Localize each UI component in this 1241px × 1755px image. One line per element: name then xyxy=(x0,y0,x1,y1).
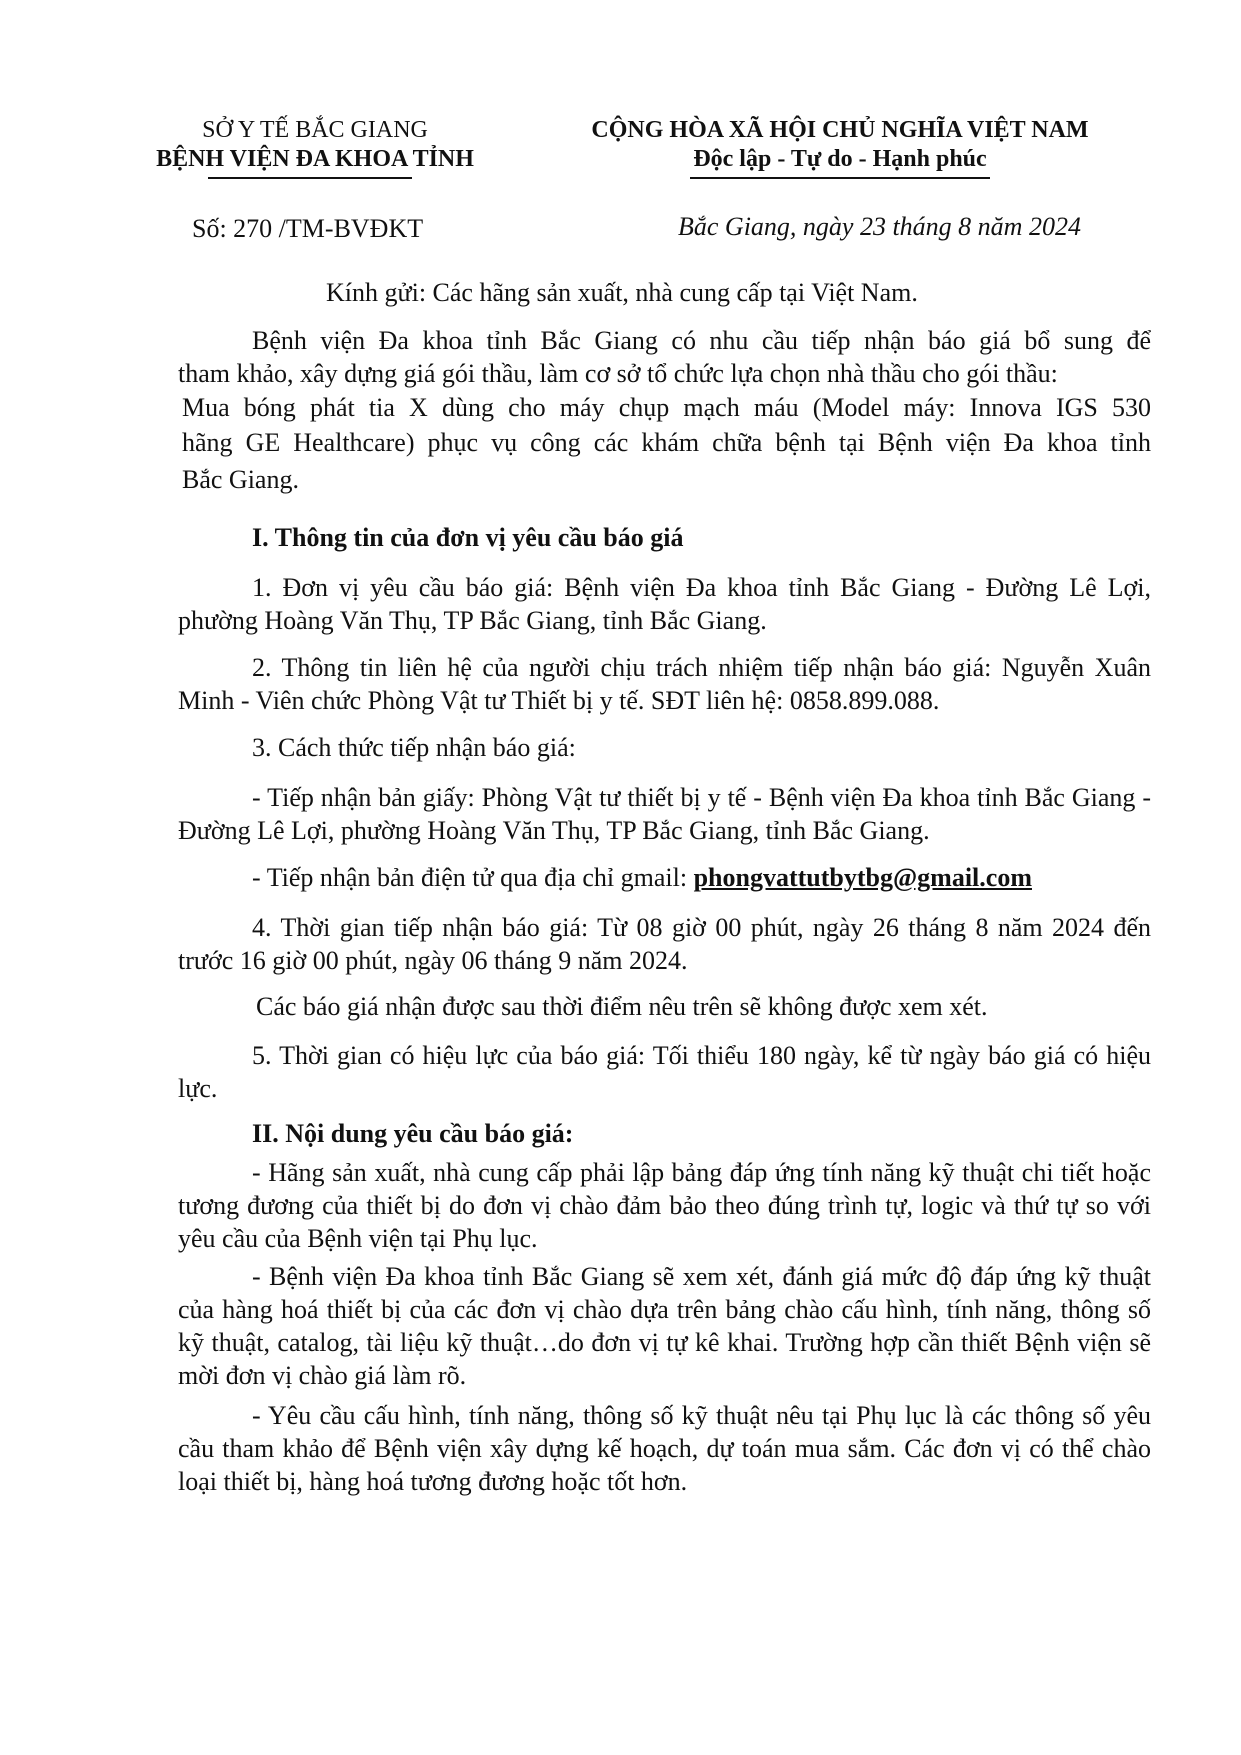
national-title: CỘNG HÒA XÃ HỘI CHỦ NGHĨA VIỆT NAM xyxy=(591,117,1089,143)
section-2-para-3: - Yêu cầu cấu hình, tính năng, thông số kỹ thuật nêu tại Phụ lục là các thông số yêu cầu tham khảo để Bệnh viện xây dựng kế hoạch, dự toán mua sắm. Các đơn vị có thể chào loại thiết bị, hàng hoá tương đương hoặc tốt hơn. xyxy=(178,1401,1151,1496)
motto-underline xyxy=(690,177,990,179)
section-1-item-3b xyxy=(178,861,1151,894)
intro-line-1: Bệnh viện Đa khoa tỉnh Bắc Giang có nhu cầu tiếp nhận báo giá bổ sung để xyxy=(252,326,1151,355)
hospital-underline xyxy=(208,177,412,179)
intro-line-2: tham khảo, xây dựng giá gói thầu, làm cơ sở tổ chức lựa chọn nhà thầu cho gói thầu: xyxy=(178,359,1058,388)
national-motto: Độc lập - Tự do - Hạnh phúc xyxy=(693,146,987,172)
hospital-name: BỆNH VIỆN ĐA KHOA TỈNH xyxy=(156,146,474,172)
section-2-para-1: - Hãng sản xuất, nhà cung cấp phải lập bảng đáp ứng tính năng kỹ thuật chi tiết hoặc tương đương của thiết bị do đơn vị chào đảm bảo theo đúng trình tự, logic và thứ tự so với yêu cầu của Bệnh viện tại Phụ lục. xyxy=(178,1158,1151,1253)
section-1-item-4: 4. Thời gian tiếp nhận báo giá: Từ 08 giờ 00 phút, ngày 26 tháng 8 năm 2024 đến trước 16 giờ 00 phút, ngày 06 tháng 9 năm 2024. xyxy=(178,913,1151,975)
section-1-item-2: 2. Thông tin liên hệ của người chịu trách nhiệm tiếp nhận báo giá: Nguyễn Xuân Minh - Viên chức Phòng Vật tư Thiết bị y tế. SĐT liên hệ: 0858.899.088. xyxy=(178,653,1151,715)
agency-name: SỞ Y TẾ BẮC GIANG xyxy=(202,117,428,143)
section-2-para-2: - Bệnh viện Đa khoa tỉnh Bắc Giang sẽ xem xét, đánh giá mức độ đáp ứng kỹ thuật của hàng hoá thiết bị của các đơn vị chào dựa trên bảng chào cấu hình, tính năng, thông số kỹ thuật, catalog, tài liệu kỹ thuật…do đơn vị tự kê khai. Trường hợp cần thiết Bệnh viện sẽ mời đơn vị chào giá làm rõ. xyxy=(178,1262,1151,1390)
place-and-date: Bắc Giang, ngày 23 tháng 8 năm 2024 xyxy=(678,212,1081,241)
document-number: Số: 270 /TM-BVĐKT xyxy=(192,214,424,243)
section-1-item-5: 5. Thời gian có hiệu lực của báo giá: Tối thiểu 180 ngày, kể từ ngày báo giá có hiệu lực. xyxy=(178,1041,1151,1103)
intro-line-3: Mua bóng phát tia X dùng cho máy chụp mạch máu (Model máy: Innova IGS 530 xyxy=(182,393,1151,422)
intro-line-4: hãng GE Healthcare) phục vụ công các khám chữa bệnh tại Bệnh viện Đa khoa tỉnh xyxy=(182,428,1151,457)
section-1-item-1: 1. Đơn vị yêu cầu báo giá: Bệnh viện Đa khoa tỉnh Bắc Giang - Đường Lê Lợi, phường Hoàng Văn Thụ, TP Bắc Giang, tỉnh Bắc Giang. xyxy=(178,573,1151,635)
section-2-heading: II. Nội dung yêu cầu báo giá: xyxy=(252,1119,574,1148)
recipient-line: Kính gửi: Các hãng sản xuất, nhà cung cấp tại Việt Nam. xyxy=(326,278,918,307)
section-1-heading: I. Thông tin của đơn vị yêu cầu báo giá xyxy=(252,523,684,552)
section-1-item-3: 3. Cách thức tiếp nhận báo giá: xyxy=(252,733,576,762)
section-1-item-3a: - Tiếp nhận bản giấy: Phòng Vật tư thiết bị y tế - Bệnh viện Đa khoa tỉnh Bắc Giang - Đường Lê Lợi, phường Hoàng Văn Thụ, TP Bắc Giang, tỉnh Bắc Giang. xyxy=(178,783,1151,845)
section-1-item-4-note: Các báo giá nhận được sau thời điểm nêu trên sẽ không được xem xét. xyxy=(256,992,988,1021)
email-label: - Tiếp nhận bản điện tử qua địa chỉ gmail: xyxy=(252,863,694,892)
intro-line-5: Bắc Giang. xyxy=(182,465,299,494)
email-address-link[interactable]: phongvattutbytbg@gmail.com xyxy=(693,863,1032,892)
